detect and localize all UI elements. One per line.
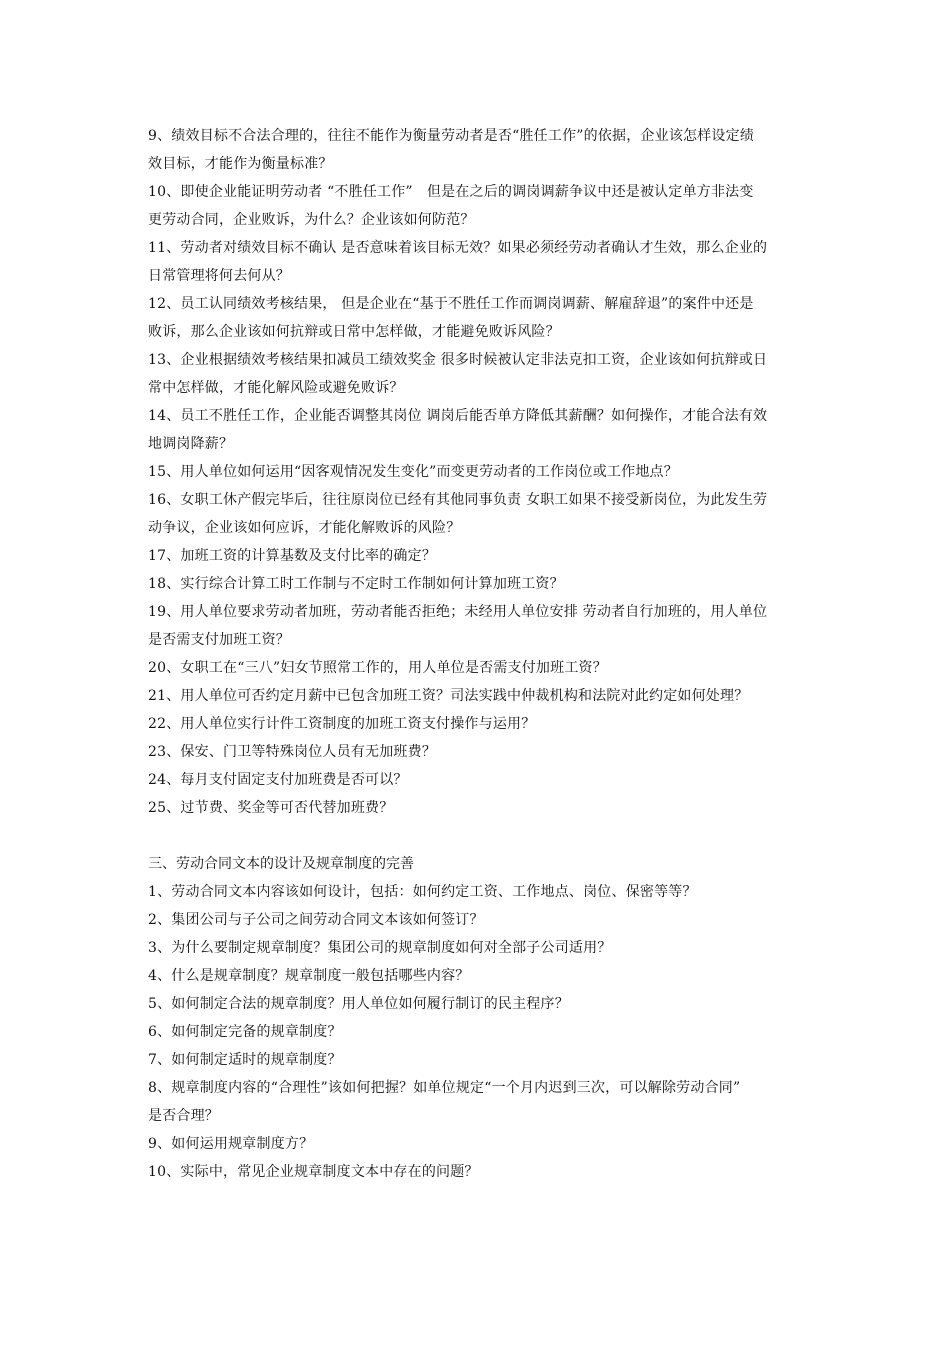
question-item-19: 19、用人单位要求劳动者加班，劳动者能否拒绝；未经用人单位安排 劳动者自行加班的，用人单位 是否需支付加班工资？ <box>148 604 768 648</box>
section-three-item-2: 2、集团公司与子公司之间劳动合同文本该如何签订？ <box>148 912 484 928</box>
section-three-item-5: 5、如何制定合法的规章制度？用人单位如何履行制订的民主程序？ <box>148 996 569 1012</box>
question-item-10: 10、即使企业能证明劳动者 “不胜任工作” 但是在之后的调岗调薪争议中还是被认定单方非法变 更劳动合同，企业败诉，为什么？企业该如何防范？ <box>148 184 754 228</box>
section-three-item-9: 9、如何运用规章制度方？ <box>148 1136 314 1152</box>
question-item-25: 25、过节费、奖金等可否代替加班费？ <box>148 800 394 816</box>
section-three-item-8: 8、规章制度内容的“合理性”该如何把握？如单位规定“一个月内迟到三次，可以解除劳动合同” 是否合理？ <box>148 1080 741 1124</box>
section-three-item-1: 1、劳动合同文本内容该如何设计，包括：如何约定工资、工作地点、岗位、保密等等？ <box>148 884 697 900</box>
question-item-17: 17、加班工资的计算基数及支付比率的确定？ <box>148 548 437 564</box>
question-item-12: 12、员工认同绩效考核结果， 但是企业在“基于不胜任工作而调岗调薪、解雇辞退”的案件中还是 败诉，那么企业该如何抗辩或日常中怎样做，才能避免败诉风险？ <box>148 296 754 340</box>
section-three-item-7: 7、如何制定适时的规章制度？ <box>148 1052 342 1068</box>
section-three-item-10: 10、实际中，常见企业规章制度文本中存在的问题？ <box>148 1164 479 1180</box>
section-three-heading: 三、劳动合同文本的设计及规章制度的完善 <box>148 856 414 872</box>
question-item-16: 16、女职工休产假完毕后，往往原岗位已经有其他同事负责 女职工如果不接受新岗位，为此发生劳 动争议，企业该如何应诉，才能化解败诉的风险？ <box>148 492 768 536</box>
section-three-item-3: 3、为什么要制定规章制度？集团公司的规章制度如何对全部子公司适用？ <box>148 940 612 956</box>
question-list-part-three <box>148 878 853 1186</box>
section-three-item-6: 6、如何制定完备的规章制度？ <box>148 1024 342 1040</box>
question-item-14: 14、员工不胜任工作，企业能否调整其岗位 调岗后能否单方降低其薪酬？如何操作，才能合法有效 地调岗降薪？ <box>148 408 768 452</box>
question-item-24: 24、每月支付固定支付加班费是否可以？ <box>148 772 408 788</box>
document-body <box>148 122 853 1186</box>
question-item-18: 18、实行综合计算工时工作制与不定时工作制如何计算加班工资？ <box>148 576 564 592</box>
question-item-22: 22、用人单位实行计件工资制度的加班工资支付操作与运用？ <box>148 716 536 732</box>
question-item-23: 23、保安、门卫等特殊岗位人员有无加班费？ <box>148 744 437 760</box>
question-item-11: 11、劳动者对绩效目标不确认 是否意味着该目标无效？如果必须经劳动者确认才生效，那么企业的 日常管理将何去何从？ <box>148 240 768 284</box>
question-list-part-two <box>148 122 853 822</box>
question-item-20: 20、女职工在“三八”妇女节照常工作的，用人单位是否需支付加班工资？ <box>148 660 607 676</box>
question-item-15: 15、用人单位如何运用“因客观情况发生变化”而变更劳动者的工作岗位或工作地点？ <box>148 464 678 480</box>
question-item-13: 13、企业根据绩效考核结果扣减员工绩效奖金 很多时候被认定非法克扣工资，企业该如何抗辩或日 常中怎样做，才能化解风险或避免败诉？ <box>148 352 768 396</box>
section-three-item-4: 4、什么是规章制度？规章制度一般包括哪些内容？ <box>148 968 470 984</box>
question-item-9: 9、绩效目标不合法合理的，往往不能作为衡量劳动者是否“胜任工作”的依据，企业该怎样设定绩 效目标，才能作为衡量标准？ <box>148 128 755 172</box>
question-item-21: 21、用人单位可否约定月薪中已包含加班工资？司法实践中仲裁机构和法院对此约定如何处理？ <box>148 688 749 704</box>
